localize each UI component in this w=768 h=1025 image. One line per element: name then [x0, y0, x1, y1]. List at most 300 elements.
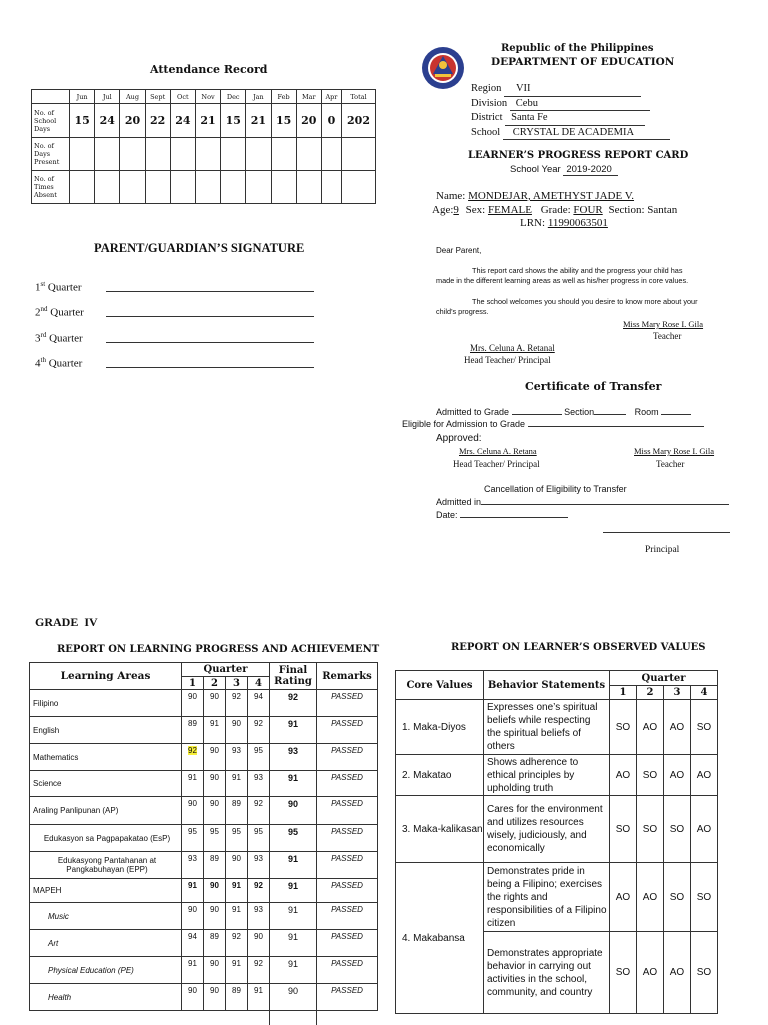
quarter-grade — [248, 984, 270, 1011]
quarter-grade-value: 94 — [254, 692, 263, 701]
quarter-grade — [182, 984, 204, 1011]
observed-mark: AO — [691, 796, 718, 863]
days-present-cell[interactable] — [221, 138, 246, 171]
empty-cell — [30, 1011, 270, 1025]
times-absent-cell[interactable] — [321, 171, 341, 204]
signature-line[interactable] — [106, 367, 314, 368]
learning-area-row — [30, 930, 378, 957]
school-days-value: 22 — [145, 104, 170, 138]
quarter-grade-value: 91 — [210, 719, 219, 728]
school-days-value: 24 — [170, 104, 195, 138]
times-absent-cell[interactable] — [170, 171, 195, 204]
month-header-total: Total — [342, 90, 376, 104]
quarter-grade — [204, 957, 226, 984]
quarter-grade-value: 91 — [232, 881, 241, 890]
times-absent-cell[interactable] — [120, 171, 145, 204]
quarter-grade — [226, 797, 248, 825]
transfer-title: Certificate of Transfer — [525, 380, 662, 393]
school-days-total: 202 — [342, 104, 376, 138]
eligible-line[interactable] — [528, 426, 704, 427]
times-absent-cell[interactable] — [342, 171, 376, 204]
quarter-grade — [204, 852, 226, 879]
date-line[interactable] — [460, 517, 568, 518]
quarter-grade — [204, 984, 226, 1011]
quarter-number-header: 4 — [248, 677, 270, 690]
ov-quarter-number: 1 — [610, 686, 637, 700]
quarter-grade-value: 91 — [232, 959, 241, 968]
signature-quarter-3 — [35, 331, 83, 345]
quarter-grade-value: 95 — [210, 827, 219, 836]
quarter-grade-value: 89 — [232, 799, 241, 808]
times-absent-cell[interactable] — [246, 171, 271, 204]
final-rating: 91 — [270, 852, 317, 879]
quarter-word: Quarter — [49, 332, 83, 345]
core-value-name: 4. Makabansa — [396, 863, 484, 1014]
learning-progress-table — [29, 662, 378, 1025]
cancellation-title: Cancellation of Eligibility to Transfer — [484, 484, 627, 494]
quarter-grade — [182, 957, 204, 984]
district-value[interactable]: Santa Fe — [505, 111, 645, 126]
quarter-grade-value: 90 — [210, 692, 219, 701]
grade-value[interactable]: FOUR — [573, 204, 603, 216]
observed-value-row — [396, 863, 718, 932]
final-rating-header: Final Rating — [270, 663, 317, 690]
letter-paragraph-2 — [436, 297, 736, 317]
learning-area-name: Art — [30, 930, 182, 957]
quarter-grade — [182, 717, 204, 744]
observed-mark: AO — [664, 700, 691, 755]
remarks: PASSED — [317, 984, 378, 1011]
quarter-grade-value: 90 — [210, 905, 219, 914]
quarter-word: Quarter — [47, 281, 82, 294]
learning-area-name: English — [30, 717, 182, 744]
sex-label: Sex: — [465, 204, 486, 216]
department-label: DEPARTMENT OF EDUCATION — [491, 56, 675, 68]
admitted-in-line[interactable] — [481, 504, 729, 505]
admitted-in-row — [436, 497, 729, 507]
quarter-grade — [204, 717, 226, 744]
quarter-number-header: 2 — [204, 677, 226, 690]
school-days-value: 15 — [70, 104, 95, 138]
learning-area-row — [30, 852, 378, 879]
district-label: District — [471, 112, 503, 123]
quarter-grade — [226, 771, 248, 797]
month-header: Mar — [296, 90, 321, 104]
letter-line: This report card shows the ability and the progress your child has — [472, 266, 683, 275]
learning-area-row — [30, 690, 378, 717]
transfer-section-label: Section — [564, 407, 595, 417]
final-rating: 91 — [270, 930, 317, 957]
observed-mark: AO — [637, 700, 664, 755]
remarks: PASSED — [317, 852, 378, 879]
report-card-title: LEARNER’S PROGRESS REPORT CARD — [468, 150, 689, 161]
times-absent-cell[interactable] — [195, 171, 220, 204]
transfer-teacher-name: Miss Mary Rose I. Gila — [634, 446, 715, 456]
times-absent-label: No. of Times Absent — [32, 171, 70, 204]
signature-quarter-2 — [35, 305, 84, 319]
quarter-grade — [248, 930, 270, 957]
quarter-grade-value: 90 — [188, 692, 197, 701]
core-value-name: 1. Maka-Diyos — [396, 700, 484, 755]
region-value[interactable]: VII — [504, 82, 641, 97]
quarter-grade — [182, 825, 204, 852]
remarks: PASSED — [317, 930, 378, 957]
ov-quarter-number: 4 — [691, 686, 718, 700]
quarter-grade-value: 95 — [232, 827, 241, 836]
observed-mark: AO — [610, 755, 637, 796]
days-present-cell[interactable] — [246, 138, 271, 171]
admitted-to-grade-label: Admitted to Grade — [436, 407, 510, 417]
observed-mark: SO — [610, 700, 637, 755]
learning-area-name: Music — [30, 903, 182, 930]
days-present-cell[interactable] — [271, 138, 296, 171]
letter-paragraph-1 — [436, 266, 736, 286]
month-header: Apr — [321, 90, 341, 104]
school-days-value: 24 — [95, 104, 120, 138]
letter-line: child’s progress. — [436, 307, 489, 316]
school-days-value: 21 — [195, 104, 220, 138]
quarter-suffix: rd — [40, 331, 47, 339]
quarter-grade — [182, 797, 204, 825]
learning-area-row — [30, 957, 378, 984]
quarter-grade — [248, 879, 270, 903]
behavior-statement: Shows adherence to ethical principles by upholding truth — [484, 755, 610, 796]
month-header: Nov — [195, 90, 220, 104]
behavior-statement: Demonstrates appropriate behavior in carrying out activities in the school, community, and country — [484, 932, 610, 1014]
ov-quarter-number: 2 — [637, 686, 664, 700]
quarter-grade-value: 95 — [254, 746, 263, 755]
final-rating: 90 — [270, 797, 317, 825]
school-days-value: 0 — [321, 104, 341, 138]
final-rating: 91 — [270, 771, 317, 797]
learning-area-row — [30, 744, 378, 771]
quarter-grade-value: 92 — [232, 692, 241, 701]
observed-mark: AO — [637, 863, 664, 932]
letter-teacher-name: Miss Mary Rose I. Gila — [623, 319, 704, 329]
school-days-value: 20 — [120, 104, 145, 138]
ov-quarter-header: Quarter — [610, 671, 718, 686]
quarter-grade — [182, 879, 204, 903]
learning-area-row — [30, 903, 378, 930]
school-days-row — [32, 104, 376, 138]
remarks: PASSED — [317, 957, 378, 984]
section-value[interactable]: Santan — [647, 204, 678, 216]
principal-signature-line[interactable] — [603, 532, 730, 533]
quarter-grade — [248, 771, 270, 797]
core-value-name: 3. Maka-kalikasan — [396, 796, 484, 863]
school-days-value: 20 — [296, 104, 321, 138]
quarter-grade-value: 91 — [188, 881, 197, 890]
quarter-grade-value: 90 — [210, 746, 219, 755]
quarter-grade-value: 93 — [254, 854, 263, 863]
behavior-statements-header: Behavior Statements — [484, 671, 610, 700]
grade-label: Grade: — [540, 204, 571, 216]
lrn-label: LRN: — [520, 217, 546, 229]
division-value[interactable]: Cebu — [510, 97, 650, 112]
lp-header-row — [30, 663, 378, 677]
quarter-grade — [248, 797, 270, 825]
quarter-grade — [204, 879, 226, 903]
school-year-row — [510, 164, 618, 176]
grade-title: GRADE IV — [35, 615, 98, 629]
quarter-grade-value: 89 — [210, 932, 219, 941]
attendance-table — [31, 89, 376, 204]
quarter-header: Quarter — [182, 663, 270, 677]
learning-area-name: MAPEH — [30, 879, 182, 903]
quarter-grade-value: 93 — [254, 773, 263, 782]
remarks: PASSED — [317, 744, 378, 771]
quarter-grade — [204, 744, 226, 771]
school-days-label: No. of School Days — [32, 104, 70, 138]
remarks: PASSED — [317, 825, 378, 852]
remarks: PASSED — [317, 797, 378, 825]
quarter-grade-value: 92 — [254, 959, 263, 968]
observed-mark: SO — [610, 932, 637, 1014]
quarter-grade-value: 90 — [210, 799, 219, 808]
empty-cell — [270, 1011, 317, 1025]
times-absent-cell[interactable] — [145, 171, 170, 204]
letter-line: made in the different learning areas as well as his/her progress in core values. — [436, 276, 689, 285]
quarter-grade-value: 90 — [254, 932, 263, 941]
quarter-grade — [182, 852, 204, 879]
quarter-grade — [226, 903, 248, 930]
quarter-word: Quarter — [50, 306, 84, 319]
times-absent-cell[interactable] — [296, 171, 321, 204]
school-year-value[interactable]: 2019-2020 — [563, 164, 617, 176]
learning-area-name: Health — [30, 984, 182, 1011]
remarks: PASSED — [317, 771, 378, 797]
division-label: Division — [471, 97, 508, 109]
month-header: Jul — [95, 90, 120, 104]
observed-mark: AO — [637, 932, 664, 1014]
quarter-grade-value: 94 — [188, 932, 197, 941]
quarter-grade-value: 90 — [188, 799, 197, 808]
final-rating: 91 — [270, 957, 317, 984]
quarter-grade-value: 90 — [188, 986, 197, 995]
school-label: School — [471, 126, 501, 138]
principal-signature-title: Principal — [645, 545, 680, 555]
eligible-row — [402, 419, 704, 429]
learning-area-name: Edukasyong Pantahanan at Pangkabuhayan (EPP) — [30, 852, 182, 879]
remarks-header: Remarks — [317, 663, 378, 690]
quarter-grade — [226, 717, 248, 744]
behavior-statement: Demonstrates pride in being a Filipino; exercises the rights and responsibilities of a Filipino citizen — [484, 863, 610, 932]
learning-area-name: Mathematics — [30, 744, 182, 771]
quarter-grade-value: 91 — [188, 773, 197, 782]
quarter-grade-value: 92 — [188, 746, 197, 755]
days-present-cell[interactable] — [120, 138, 145, 171]
sex-value[interactable]: FEMALE — [487, 204, 532, 216]
times-absent-row — [32, 171, 376, 204]
transfer-principal-title: Head Teacher/ Principal — [453, 459, 540, 469]
quarter-grade — [226, 825, 248, 852]
times-absent-cell[interactable] — [221, 171, 246, 204]
learning-area-row — [30, 984, 378, 1011]
observed-mark: AO — [664, 932, 691, 1014]
days-present-cell[interactable] — [342, 138, 376, 171]
signature-quarter-1 — [35, 280, 82, 294]
quarter-grade-value: 90 — [210, 959, 219, 968]
learner-info-block — [436, 190, 634, 203]
times-absent-cell[interactable] — [271, 171, 296, 204]
learning-area-name: Araling Panlipunan (AP) — [30, 797, 182, 825]
month-header: Feb — [271, 90, 296, 104]
age-label: Age: — [432, 204, 454, 216]
parent-signature-title: PARENT/GUARDIAN’S SIGNATURE — [94, 241, 305, 255]
quarter-grade-value: 91 — [232, 905, 241, 914]
admitted-grade-line[interactable] — [512, 414, 562, 415]
school-days-value: 15 — [221, 104, 246, 138]
learner-details-row — [432, 204, 677, 216]
month-header: Aug — [120, 90, 145, 104]
signature-line[interactable] — [106, 342, 314, 343]
signature-line[interactable] — [106, 316, 314, 317]
times-absent-cell[interactable] — [70, 171, 95, 204]
quarter-grade — [182, 744, 204, 771]
behavior-statement: Expresses one’s spiritual beliefs while respecting the spiritual beliefs of others — [484, 700, 610, 755]
quarter-grade — [226, 879, 248, 903]
quarter-suffix: th — [40, 356, 46, 364]
final-rating: 93 — [270, 744, 317, 771]
section-label: Section: — [608, 204, 645, 216]
remarks: PASSED — [317, 717, 378, 744]
quarter-grade-value: 89 — [210, 854, 219, 863]
quarter-grade — [248, 690, 270, 717]
attendance-title: Attendance Record — [150, 63, 268, 76]
days-present-cell[interactable] — [70, 138, 95, 171]
signature-line[interactable] — [106, 291, 314, 292]
letter-greeting: Dear Parent, — [436, 246, 482, 255]
ov-quarter-number: 3 — [664, 686, 691, 700]
letter-principal-name: Mrs. Celuna A. Retanal — [470, 343, 555, 353]
quarter-suffix: st — [40, 280, 46, 288]
transfer-room-line[interactable] — [661, 414, 691, 415]
quarter-grade — [248, 957, 270, 984]
quarter-grade-value: 90 — [210, 773, 219, 782]
days-present-cell[interactable] — [95, 138, 120, 171]
learning-area-name: Science — [30, 771, 182, 797]
school-days-value: 21 — [246, 104, 271, 138]
age-value[interactable]: 9 — [453, 204, 459, 216]
remarks: PASSED — [317, 903, 378, 930]
quarter-grade — [182, 930, 204, 957]
transfer-principal-name: Mrs. Celuna A. Retana — [459, 446, 537, 456]
quarter-grade-value: 90 — [232, 719, 241, 728]
quarter-grade — [248, 903, 270, 930]
days-present-cell[interactable] — [296, 138, 321, 171]
quarter-grade — [204, 690, 226, 717]
empty-cell — [317, 1011, 378, 1025]
month-header: Dec — [221, 90, 246, 104]
quarter-grade-value: 91 — [254, 986, 263, 995]
quarter-grade-value: 90 — [188, 905, 197, 914]
quarter-grade-value: 89 — [188, 719, 197, 728]
admitted-in-label: Admitted in — [436, 497, 482, 507]
quarter-grade — [182, 771, 204, 797]
days-present-cell[interactable] — [195, 138, 220, 171]
learning-area-row — [30, 717, 378, 744]
quarter-grade — [248, 852, 270, 879]
quarter-grade-value: 91 — [188, 959, 197, 968]
admitted-to-grade-row — [436, 407, 691, 417]
remarks: PASSED — [317, 879, 378, 903]
observed-mark: SO — [664, 796, 691, 863]
learning-area-name: Filipino — [30, 690, 182, 717]
school-value[interactable]: CRYSTAL DE ACADEMIA — [503, 126, 670, 141]
learning-area-name: Physical Education (PE) — [30, 957, 182, 984]
quarter-grade — [204, 797, 226, 825]
observed-mark: SO — [610, 796, 637, 863]
learning-area-row — [30, 771, 378, 797]
month-header: Sept — [145, 90, 170, 104]
quarter-grade — [226, 930, 248, 957]
quarter-suffix: nd — [40, 305, 48, 313]
observed-mark: SO — [691, 863, 718, 932]
learning-progress-title: REPORT ON LEARNING PROGRESS AND ACHIEVEMENT — [57, 644, 380, 655]
behavior-statement: Cares for the environment and utilizes resources wisely, judiciously, and economically — [484, 796, 610, 863]
final-rating: 91 — [270, 717, 317, 744]
observed-value-row — [396, 755, 718, 796]
quarter-number-header: 1 — [182, 677, 204, 690]
observed-mark: AO — [664, 755, 691, 796]
learning-area-row — [30, 879, 378, 903]
empty-row — [30, 1011, 378, 1025]
quarter-grade — [204, 771, 226, 797]
letter-principal-title: Head Teacher/ Principal — [464, 355, 551, 365]
quarter-number: 3 — [35, 332, 41, 345]
approved-label: Approved: — [436, 433, 482, 444]
learning-areas-header: Learning Areas — [30, 663, 182, 690]
date-row — [436, 510, 568, 520]
deped-seal-icon — [421, 46, 465, 90]
quarter-grade — [182, 690, 204, 717]
quarter-grade — [226, 744, 248, 771]
transfer-section-line[interactable] — [594, 414, 626, 415]
observed-mark: SO — [691, 700, 718, 755]
lrn-value[interactable]: 11990063501 — [547, 217, 608, 229]
ov-header-row — [396, 671, 718, 686]
observed-mark: AO — [610, 863, 637, 932]
final-rating: 95 — [270, 825, 317, 852]
signature-quarter-4 — [35, 356, 82, 370]
times-absent-cell[interactable] — [95, 171, 120, 204]
learner-name[interactable]: MONDEJAR, AMETHYST JADE V. — [468, 190, 635, 202]
school-days-value: 15 — [271, 104, 296, 138]
quarter-grade — [248, 825, 270, 852]
lrn-row — [520, 217, 608, 229]
days-present-cell[interactable] — [170, 138, 195, 171]
remarks: PASSED — [317, 690, 378, 717]
school-year-label: School Year — [510, 164, 561, 175]
observed-mark: SO — [664, 863, 691, 932]
learning-area-name: Edukasyon sa Pagpapakatao (EsP) — [30, 825, 182, 852]
quarter-grade-value: 90 — [232, 854, 241, 863]
quarter-grade-value: 95 — [188, 827, 197, 836]
days-present-cell[interactable] — [321, 138, 341, 171]
observed-mark: SO — [637, 755, 664, 796]
quarter-number-header: 3 — [226, 677, 248, 690]
region-label: Region — [471, 83, 502, 94]
quarter-grade-value: 90 — [210, 881, 219, 890]
days-present-label: No. of Days Present — [32, 138, 70, 171]
quarter-grade-value: 93 — [254, 905, 263, 914]
quarter-grade — [226, 957, 248, 984]
quarter-grade-value: 92 — [254, 799, 263, 808]
days-present-cell[interactable] — [145, 138, 170, 171]
observed-mark: SO — [691, 932, 718, 1014]
final-rating: 92 — [270, 690, 317, 717]
quarter-number: 2 — [35, 306, 41, 319]
